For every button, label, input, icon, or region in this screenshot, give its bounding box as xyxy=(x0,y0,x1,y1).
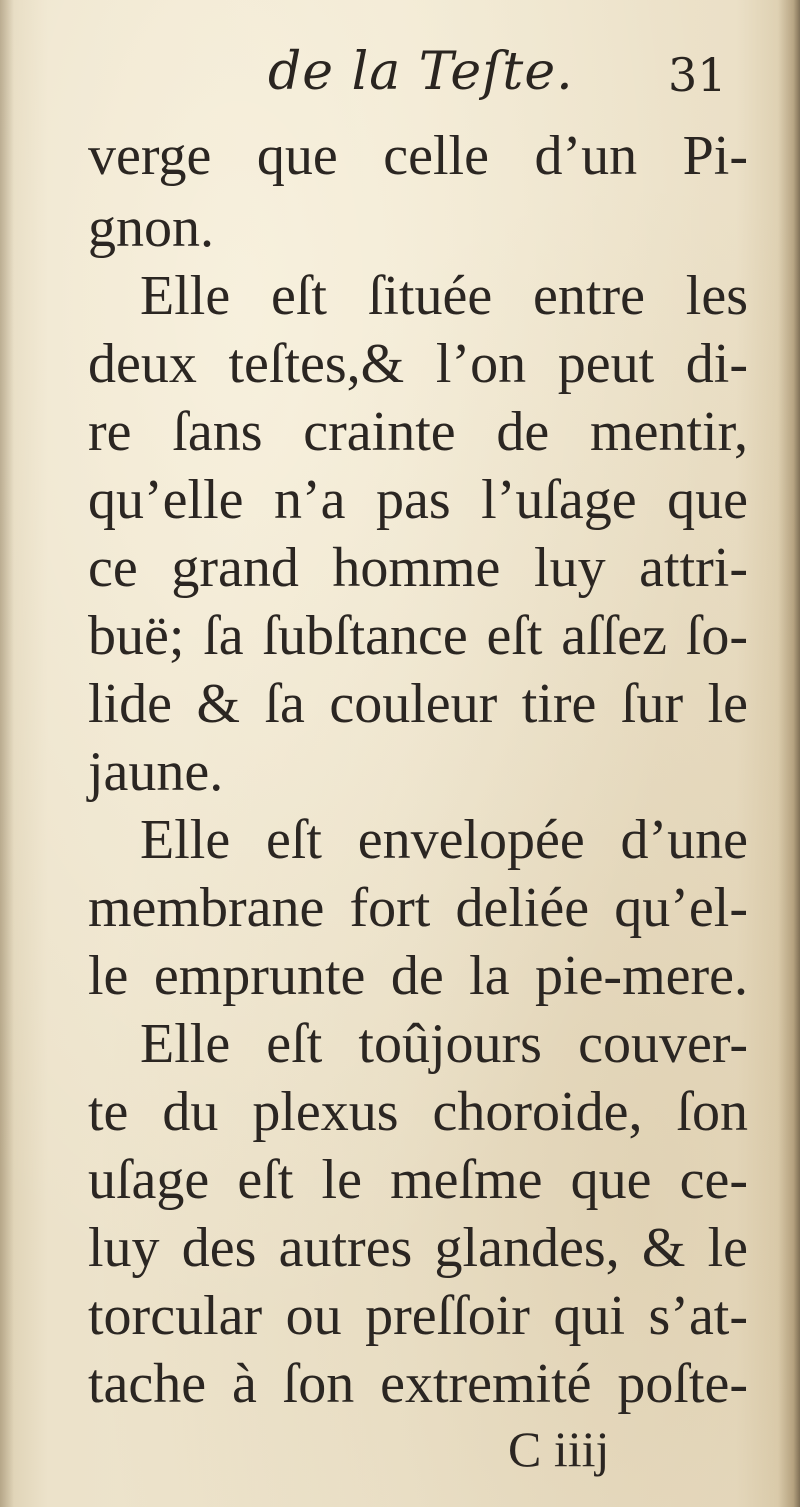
text-line: qu’elle n’a pas l’uſage que xyxy=(88,469,748,531)
text-line: deux teſtes,& l’on peut di- xyxy=(88,333,748,395)
text-line: tache à ſon extremité poſte- xyxy=(88,1353,748,1415)
text-line: uſage eſt le meſme que ce- xyxy=(88,1149,748,1211)
text-line: Elle eſt ſituée entre les xyxy=(140,265,748,327)
text-line: gnon. xyxy=(88,197,214,259)
text-line: ce grand homme luy attri- xyxy=(88,537,748,599)
text-line: luy des autres glandes, & le xyxy=(88,1217,748,1279)
text-line: re ſans crainte de mentir, xyxy=(88,401,748,463)
text-line: jaune. xyxy=(88,741,224,803)
text-line: Elle eſt toûjours couver- xyxy=(140,1013,748,1075)
text-line: le emprunte de la pie-mere. xyxy=(88,945,748,1007)
running-title: de la Teſte. xyxy=(268,42,574,102)
page-header xyxy=(0,42,800,112)
text-line: buë; ſa ſubſtance eſt aſſez ſo- xyxy=(88,605,748,667)
text-line: verge que celle d’un Pi- xyxy=(88,125,748,187)
signature-mark: C iiij xyxy=(508,1421,610,1477)
text-line: Elle eſt envelopée d’une xyxy=(140,809,748,871)
text-line: torcular ou preſſoir qui s’at- xyxy=(88,1285,748,1347)
text-line: te du plexus choroide, ſon xyxy=(88,1081,748,1143)
page-right-edge xyxy=(778,0,800,1507)
text-line: membrane fort deliée qu’el- xyxy=(88,877,748,939)
text-line: lide & ſa couleur tire ſur le xyxy=(88,673,748,735)
page-left-shadow xyxy=(0,0,14,1507)
page-number: 31 xyxy=(668,48,727,102)
